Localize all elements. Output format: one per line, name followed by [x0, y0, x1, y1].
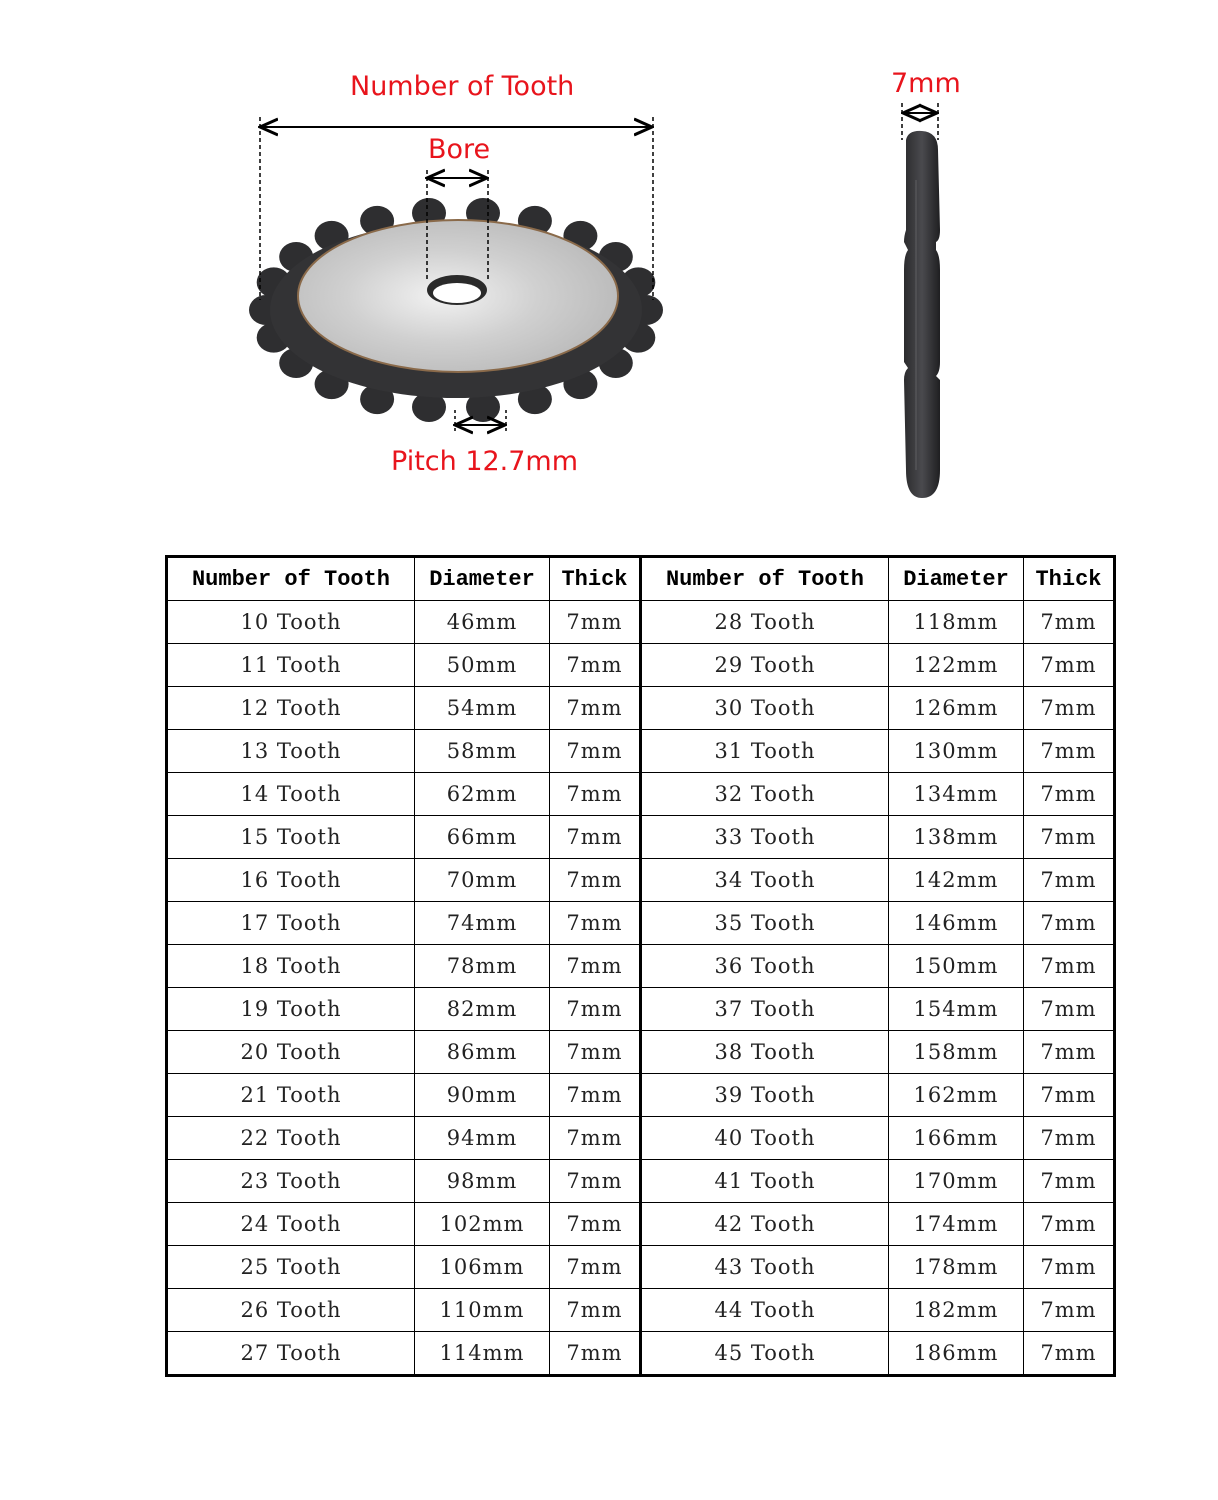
thick-cell: 7mm: [1024, 1332, 1115, 1376]
tooth-count-cell: 44 Tooth: [641, 1289, 889, 1332]
tooth-count-cell: 35 Tooth: [641, 902, 889, 945]
table-row: [167, 988, 1115, 1031]
diameter-cell: 162mm: [889, 1074, 1024, 1117]
diameter-cell: 126mm: [889, 687, 1024, 730]
thick-cell: 7mm: [1024, 687, 1115, 730]
thick-cell: 7mm: [1024, 1074, 1115, 1117]
thick-cell: 7mm: [550, 1246, 641, 1289]
thickness-label: 7mm: [891, 68, 961, 99]
thick-cell: 7mm: [550, 1074, 641, 1117]
tooth-count-cell: 39 Tooth: [641, 1074, 889, 1117]
table-row: [167, 730, 1115, 773]
tooth-count-cell: 33 Tooth: [641, 816, 889, 859]
tooth-count-cell: 22 Tooth: [167, 1117, 415, 1160]
thick-cell: 7mm: [550, 859, 641, 902]
diameter-cell: 78mm: [415, 945, 550, 988]
table-row: [167, 1203, 1115, 1246]
thick-cell: 7mm: [550, 1203, 641, 1246]
sprocket-front: [249, 198, 663, 422]
tooth-count-cell: 34 Tooth: [641, 859, 889, 902]
table-row: [167, 773, 1115, 816]
tooth-count-cell: 17 Tooth: [167, 902, 415, 945]
diameter-cell: 170mm: [889, 1160, 1024, 1203]
thick-cell: 7mm: [1024, 730, 1115, 773]
diameter-cell: 178mm: [889, 1246, 1024, 1289]
table-row: [167, 1031, 1115, 1074]
table-row: [167, 1160, 1115, 1203]
diameter-cell: 66mm: [415, 816, 550, 859]
tooth-count-cell: 14 Tooth: [167, 773, 415, 816]
diameter-cell: 122mm: [889, 644, 1024, 687]
tooth-count-cell: 18 Tooth: [167, 945, 415, 988]
diameter-cell: 98mm: [415, 1160, 550, 1203]
tooth-count-cell: 27 Tooth: [167, 1332, 415, 1376]
table-row: [167, 945, 1115, 988]
thick-cell: 7mm: [550, 601, 641, 644]
table-row: [167, 859, 1115, 902]
thick-cell: 7mm: [550, 687, 641, 730]
tooth-count-cell: 31 Tooth: [641, 730, 889, 773]
tooth-count-cell: 29 Tooth: [641, 644, 889, 687]
diameter-cell: 174mm: [889, 1203, 1024, 1246]
diameter-cell: 94mm: [415, 1117, 550, 1160]
tooth-count-cell: 45 Tooth: [641, 1332, 889, 1376]
thick-cell: 7mm: [550, 1031, 641, 1074]
diameter-cell: 58mm: [415, 730, 550, 773]
thick-cell: 7mm: [1024, 816, 1115, 859]
diameter-cell: 70mm: [415, 859, 550, 902]
thick-cell: 7mm: [1024, 1117, 1115, 1160]
number-of-tooth-label: Number of Tooth: [350, 71, 575, 102]
table-row: [167, 902, 1115, 945]
diameter-cell: 74mm: [415, 902, 550, 945]
diameter-cell: 90mm: [415, 1074, 550, 1117]
tooth-count-cell: 24 Tooth: [167, 1203, 415, 1246]
tooth-count-cell: 15 Tooth: [167, 816, 415, 859]
thick-cell: 7mm: [550, 988, 641, 1031]
tooth-count-cell: 40 Tooth: [641, 1117, 889, 1160]
thick-cell: 7mm: [1024, 1289, 1115, 1332]
diameter-cell: 118mm: [889, 601, 1024, 644]
table-row: [167, 1332, 1115, 1376]
tooth-count-cell: 12 Tooth: [167, 687, 415, 730]
table-row: [167, 644, 1115, 687]
pitch-label: Pitch 12.7mm: [391, 446, 579, 477]
tooth-count-cell: 23 Tooth: [167, 1160, 415, 1203]
thick-cell: 7mm: [1024, 601, 1115, 644]
sprocket-diagram: [0, 0, 1218, 530]
thick-cell: 7mm: [550, 773, 641, 816]
table-row: [167, 1117, 1115, 1160]
tooth-count-cell: 28 Tooth: [641, 601, 889, 644]
tooth-count-cell: 32 Tooth: [641, 773, 889, 816]
table-row: [167, 601, 1115, 644]
table-row: [167, 687, 1115, 730]
table-row: [167, 1074, 1115, 1117]
thick-cell: 7mm: [1024, 945, 1115, 988]
thick-cell: 7mm: [550, 1332, 641, 1376]
thick-cell: 7mm: [550, 644, 641, 687]
tooth-count-cell: 30 Tooth: [641, 687, 889, 730]
diameter-cell: 110mm: [415, 1289, 550, 1332]
tooth-count-cell: 38 Tooth: [641, 1031, 889, 1074]
thick-cell: 7mm: [550, 1289, 641, 1332]
diameter-cell: 134mm: [889, 773, 1024, 816]
diameter-cell: 86mm: [415, 1031, 550, 1074]
table-row: [167, 1246, 1115, 1289]
tooth-count-cell: 37 Tooth: [641, 988, 889, 1031]
thick-cell: 7mm: [550, 816, 641, 859]
tooth-count-cell: 16 Tooth: [167, 859, 415, 902]
diameter-cell: 46mm: [415, 601, 550, 644]
sprocket-spec-table: [165, 555, 1116, 1377]
diameter-cell: 50mm: [415, 644, 550, 687]
diameter-cell: 130mm: [889, 730, 1024, 773]
thick-cell: 7mm: [550, 1117, 641, 1160]
diameter-cell: 138mm: [889, 816, 1024, 859]
diameter-cell: 158mm: [889, 1031, 1024, 1074]
thick-cell: 7mm: [550, 902, 641, 945]
diameter-cell: 166mm: [889, 1117, 1024, 1160]
tooth-count-cell: 19 Tooth: [167, 988, 415, 1031]
diameter-cell: 62mm: [415, 773, 550, 816]
thick-cell: 7mm: [1024, 1031, 1115, 1074]
header-number-of-tooth: Number of Tooth: [167, 557, 415, 601]
diameter-cell: 154mm: [889, 988, 1024, 1031]
header-diameter: Diameter: [415, 557, 550, 601]
sprocket-side: [904, 131, 940, 498]
tooth-count-cell: 42 Tooth: [641, 1203, 889, 1246]
tooth-count-cell: 21 Tooth: [167, 1074, 415, 1117]
diameter-cell: 54mm: [415, 687, 550, 730]
thick-cell: 7mm: [1024, 773, 1115, 816]
tooth-count-cell: 26 Tooth: [167, 1289, 415, 1332]
thick-cell: 7mm: [550, 1160, 641, 1203]
thick-cell: 7mm: [1024, 1160, 1115, 1203]
thick-cell: 7mm: [1024, 988, 1115, 1031]
diameter-cell: 146mm: [889, 902, 1024, 945]
bore-label: Bore: [428, 134, 491, 165]
diameter-cell: 142mm: [889, 859, 1024, 902]
diameter-cell: 114mm: [415, 1332, 550, 1376]
header-number-of-tooth: Number of Tooth: [641, 557, 889, 601]
thick-cell: 7mm: [1024, 644, 1115, 687]
tooth-count-cell: 36 Tooth: [641, 945, 889, 988]
tooth-count-cell: 11 Tooth: [167, 644, 415, 687]
table-header-row: [167, 557, 1115, 601]
tooth-count-cell: 25 Tooth: [167, 1246, 415, 1289]
diameter-cell: 186mm: [889, 1332, 1024, 1376]
tooth-count-cell: 13 Tooth: [167, 730, 415, 773]
thick-cell: 7mm: [1024, 859, 1115, 902]
header-diameter: Diameter: [889, 557, 1024, 601]
tooth-count-cell: 43 Tooth: [641, 1246, 889, 1289]
diameter-cell: 106mm: [415, 1246, 550, 1289]
thick-cell: 7mm: [550, 945, 641, 988]
tooth-count-cell: 41 Tooth: [641, 1160, 889, 1203]
tooth-count-cell: 10 Tooth: [167, 601, 415, 644]
thick-cell: 7mm: [550, 730, 641, 773]
tooth-count-cell: 20 Tooth: [167, 1031, 415, 1074]
diameter-cell: 102mm: [415, 1203, 550, 1246]
table-row: [167, 1289, 1115, 1332]
table-row: [167, 816, 1115, 859]
diameter-cell: 82mm: [415, 988, 550, 1031]
thick-cell: 7mm: [1024, 1246, 1115, 1289]
diameter-cell: 150mm: [889, 945, 1024, 988]
header-thick: Thick: [550, 557, 641, 601]
thick-cell: 7mm: [1024, 1203, 1115, 1246]
diameter-cell: 182mm: [889, 1289, 1024, 1332]
header-thick: Thick: [1024, 557, 1115, 601]
thick-cell: 7mm: [1024, 902, 1115, 945]
